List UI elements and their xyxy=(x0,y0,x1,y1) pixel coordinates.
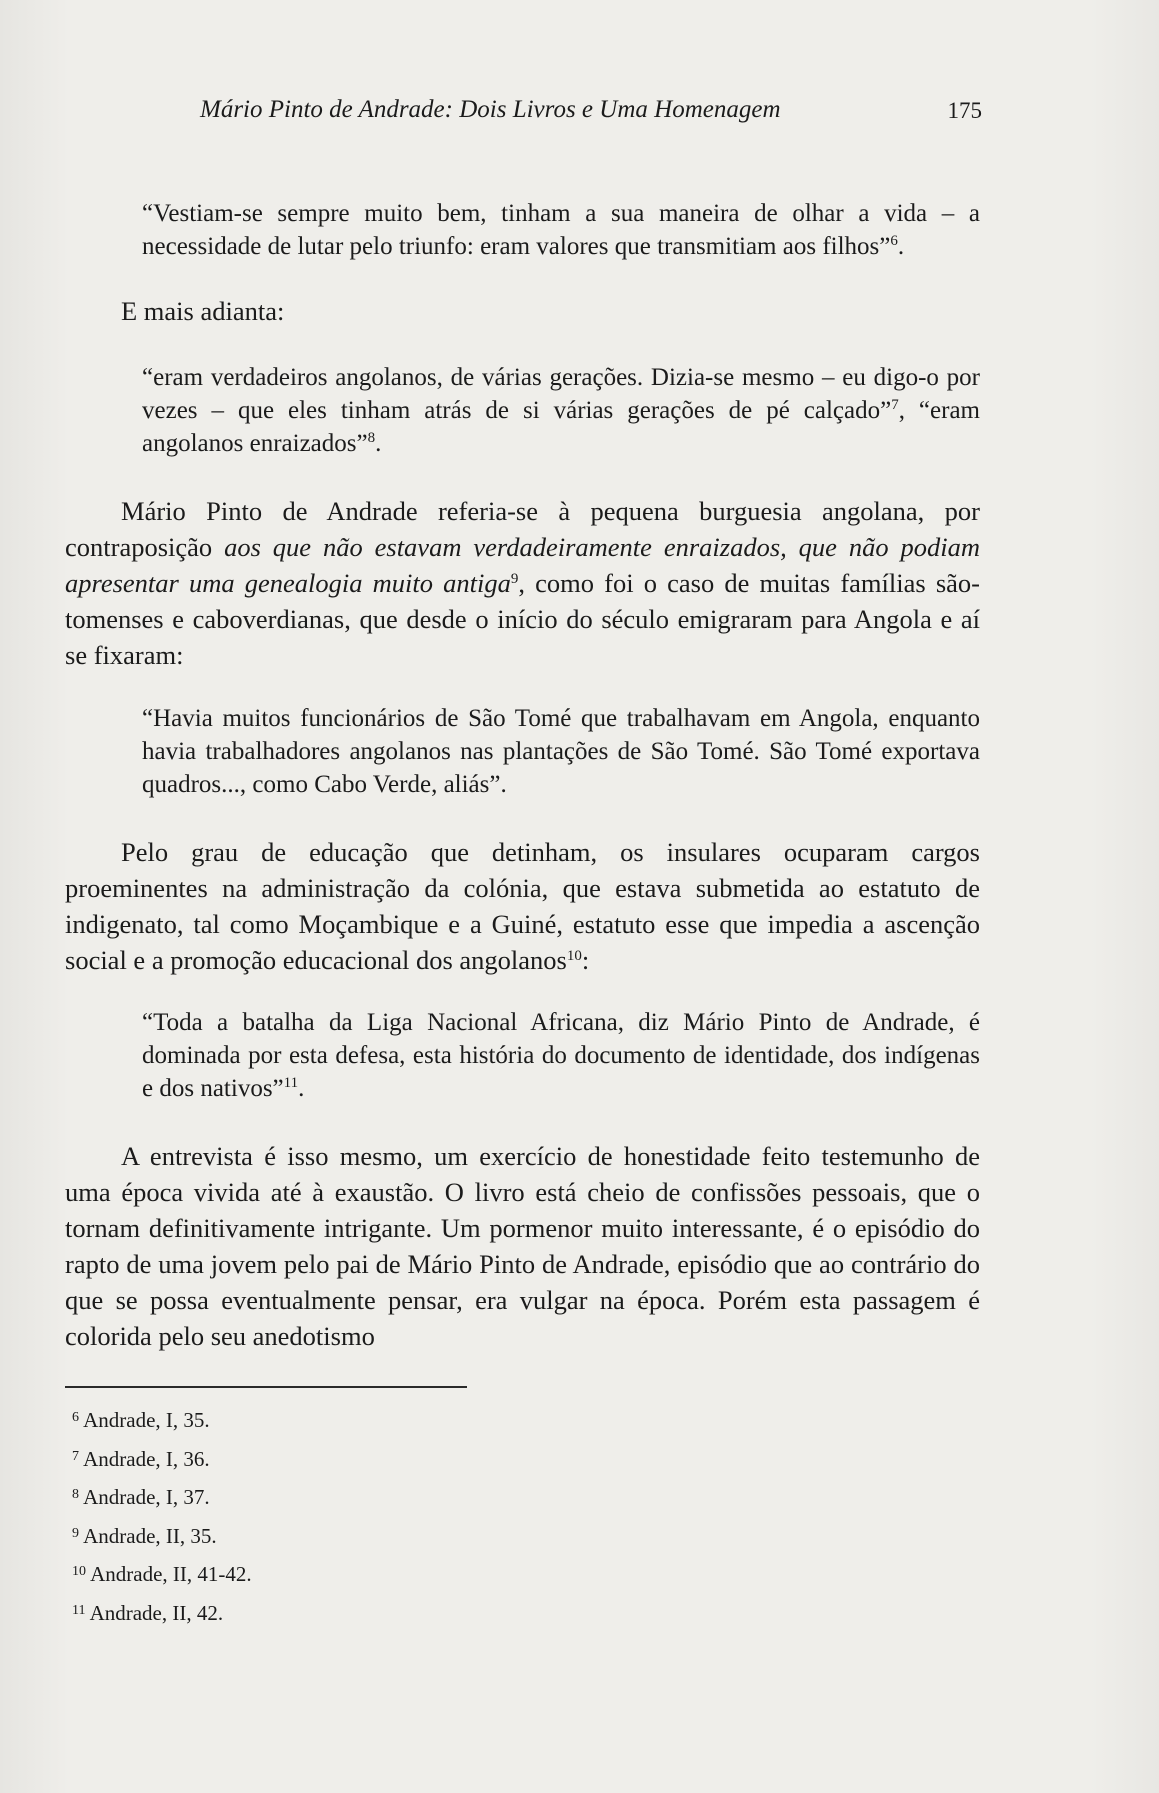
footnote-ref: 11 xyxy=(283,1075,299,1091)
footnote: $^6$ Andrade, I, 35. xyxy=(72,1408,210,1432)
footnote-ref: 9 xyxy=(510,571,519,587)
footnote-ref: 6 xyxy=(890,233,898,249)
quote-paragraph: “Vestiam-se sempre muito bem, tinham a sua maneira de olhar a vida – a necessidade de lutar pelo triunfo: eram valores que transmitiam aos filhos”$^6$. xyxy=(142,200,980,260)
quote-paragraph: “eram verdadeiros angolanos, de várias gerações. Dizia-se mesmo – eu digo-o por vezes – que eles tinham atrás de si várias gerações de pé calçado”$^7$, “eram angolanos enraizados”$^8$. xyxy=(142,364,980,457)
quote-block xyxy=(142,1006,980,1105)
italic-passage: aos que não estavam verdadeiramente enraizados, que não podiam apresentar uma genealogia muito antiga xyxy=(65,532,980,598)
quote-paragraph: “Toda a batalha da Liga Nacional Africana, diz Mário Pinto de Andrade, é dominada por esta defesa, esta história do documento de identidade, dos indígenas e dos nativos”$^{11}$. xyxy=(142,1009,980,1102)
footnotes xyxy=(72,1400,572,1631)
running-title: Mário Pinto de Andrade: Dois Livros e Uma Homenagem xyxy=(200,96,781,123)
footnote: $^{10}$ Andrade, II, 41-42. xyxy=(72,1562,252,1586)
page-number: 175 xyxy=(947,98,982,123)
page-header xyxy=(200,96,982,136)
quote-block xyxy=(142,361,980,460)
footnote: $^7$ Andrade, I, 36. xyxy=(72,1446,210,1471)
body-paragraph: Mário Pinto de Andrade referia-se à pequena burguesia angolana, por contraposição aos que não estavam verdadeiramente enraizados, que não podiam apresentar uma genealogia muito antiga$^9$, como foi o caso de muitas famílias são-tomenses e caboverdianas, que desde o início do século emigraram para Angola e aí se fixaram: xyxy=(65,496,980,670)
footnote: $^9$ Andrade, II, 35. xyxy=(72,1523,217,1548)
body-paragraph: Pelo grau de educação que detinham, os insulares ocuparam cargos proeminentes na administração da colónia, que estava submetida ao estatuto de indigenato, tal como Moçambique e a Guiné, estatuto esse que impedia a ascenção social e a promoção educacional dos angolanos$^{10}$: xyxy=(65,837,980,975)
footnote: $^8$ Andrade, I, 37. xyxy=(72,1485,210,1509)
quote-block xyxy=(142,702,980,801)
body-paragraph: E mais adianta: xyxy=(121,296,285,326)
footnote-divider xyxy=(65,1386,467,1388)
footnote-ref: 8 xyxy=(367,430,376,446)
quote-paragraph: “Havia muitos funcionários de São Tomé que trabalhavam em Angola, enquanto havia trabalhadores angolanos nas plantações de São Tomé. São Tomé exportava quadros..., como Cabo Verde, aliás”. xyxy=(142,705,980,798)
footnote-ref: 10 xyxy=(566,948,582,964)
footnote-ref: 7 xyxy=(891,397,899,413)
quote-block xyxy=(142,197,980,263)
footnote: $^{11}$ Andrade, II, 42. xyxy=(72,1600,224,1625)
body-paragraph: A entrevista é isso mesmo, um exercício de honestidade feito testemunho de uma época vivida até à exaustão. O livro está cheio de confissões pessoais, que o tornam definitivamente intrigante. Um pormenor muito interessante, é o episódio do rapto de uma jovem pelo pai de Mário Pinto de Andrade, episódio que ao contrário do que se possa eventualmente pensar, era vulgar na época. Porém esta passagem é colorida pelo seu anedotismo xyxy=(65,1141,980,1351)
